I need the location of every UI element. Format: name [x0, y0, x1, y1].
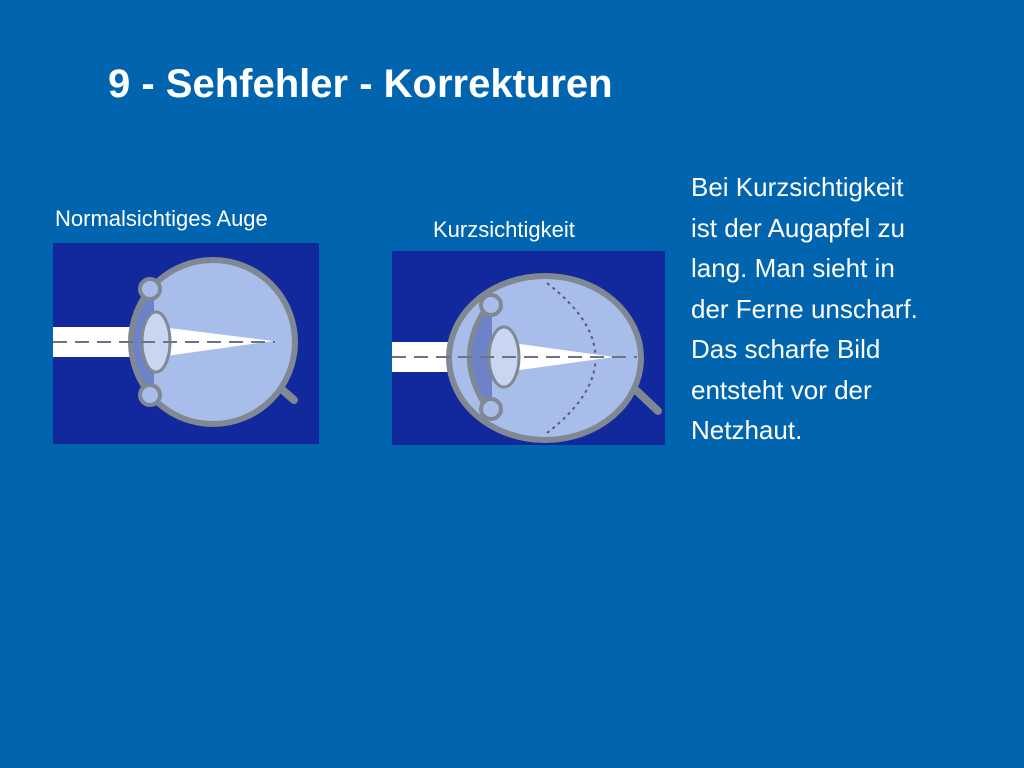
description-line: Netzhaut. [691, 415, 803, 445]
slide-title: 9 - Sehfehler - Korrekturen [108, 62, 613, 106]
description-line: ist der Augapfel zu [691, 212, 905, 243]
description-line: Das scharfe Bild [691, 334, 881, 364]
iris-top [481, 295, 501, 315]
iris-bottom [140, 385, 160, 405]
description-line: entsteht vor der [691, 374, 872, 405]
iris-bottom [481, 399, 501, 419]
figure-caption-normal: Normalsichtiges Auge [55, 206, 268, 231]
myopic-eye-figure [392, 251, 665, 445]
description-line: Bei Kurzsichtigkeit [691, 172, 904, 202]
description-line: der Ferne unscharf. [691, 293, 918, 324]
normal-eye-diagram [53, 243, 319, 444]
normal-eye-figure [53, 243, 319, 444]
description-line: lang. Man sieht in [691, 253, 895, 283]
myopic-eye-diagram [392, 251, 665, 445]
description-text [691, 167, 918, 451]
figure-caption-myopia: Kurzsichtigkeit [433, 217, 575, 242]
iris-top [140, 279, 160, 299]
